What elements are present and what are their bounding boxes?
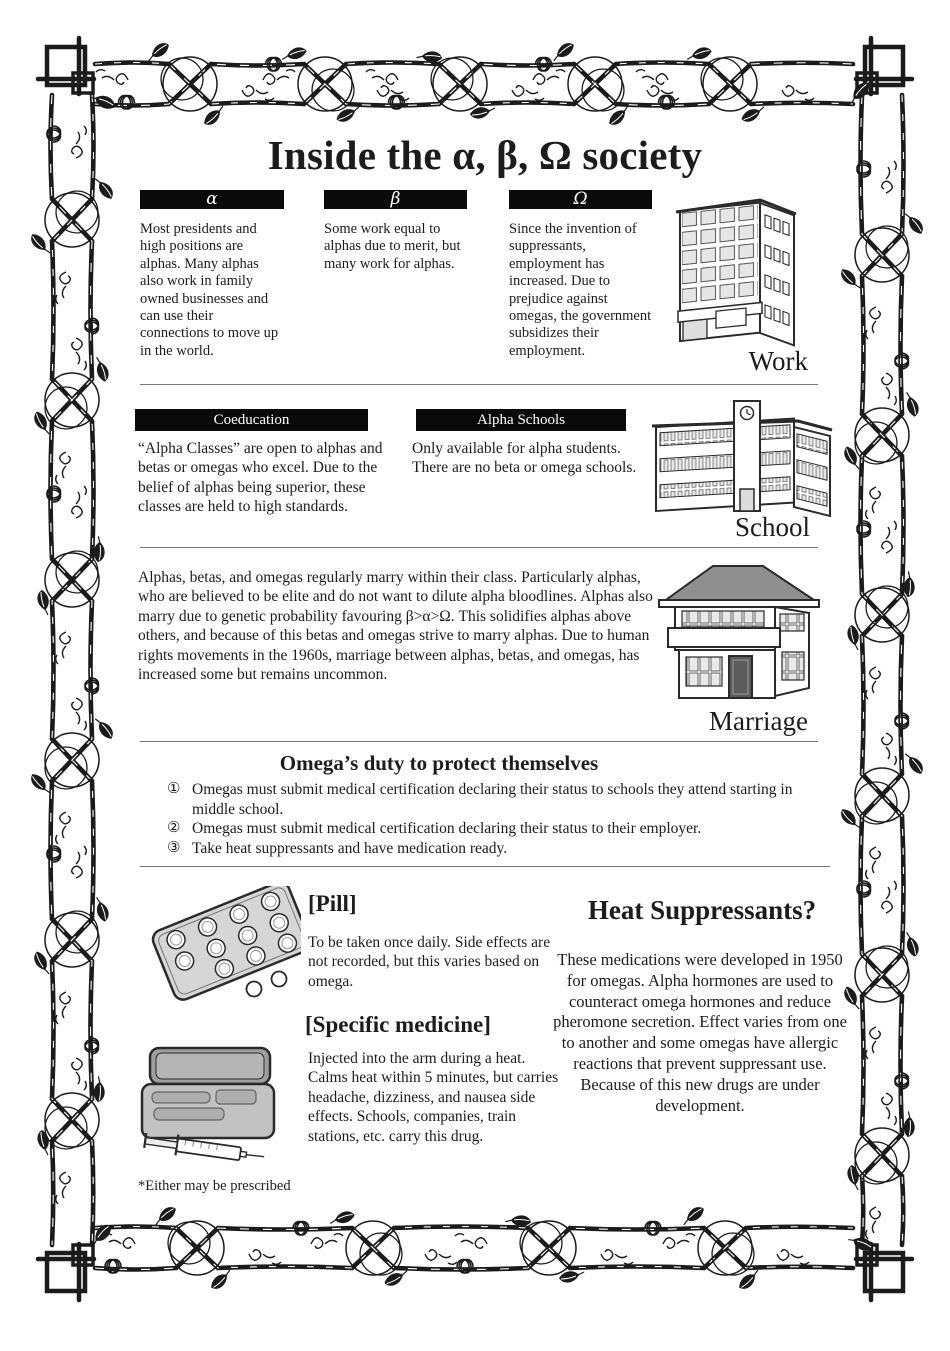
circled-number-icon: ② [167, 820, 181, 837]
work-section-label: Work [748, 346, 808, 376]
duty-item-text: Take heat suppressants and have medication ready. [192, 839, 508, 857]
school-header-alpha-schools: Alpha Schools [416, 409, 626, 431]
circled-number-icon: ③ [167, 839, 181, 856]
work-header-beta: β [324, 190, 467, 209]
duty-section-title: Omega’s duty to protect themselves [279, 751, 599, 775]
work-omega-text: Since the invention of suppressants, employment has increased. Due to prejudice against omegas, the government subsidizes their employment. [509, 221, 652, 359]
work-alpha-text: Most presidents and high positions are alphas. Many alphas also work in family owned businesses and can use their connections to move up in the world. [140, 221, 279, 359]
school-header-coeducation: Coeducation [135, 409, 368, 431]
pill-text: To be taken once daily. Side effects are not recorded, but this varies based on omega. [308, 934, 551, 990]
school-alpha-schools-text: Only available for alpha students. There are no beta or omega schools. [412, 440, 637, 477]
page-title: Inside the α, β, Ω society [267, 132, 703, 178]
office-building-icon [668, 189, 800, 347]
duty-list [167, 780, 835, 858]
house-icon [655, 560, 825, 705]
specific-medicine-text: Injected into the arm during a heat. Calms heat within 5 minutes, but carries headache, dizziness, and nausea side effects. Schools, companies, train stations, etc. carry this drug. [308, 1050, 559, 1145]
duty-list-item [167, 819, 835, 839]
heat-suppressants-heading: Heat Suppressants? [587, 895, 817, 925]
school-section-label: School [734, 512, 810, 542]
school-building-icon [648, 397, 833, 517]
specific-medicine-heading: [Specific medicine] [305, 1012, 491, 1037]
duty-item-text: Omegas must submit medical certification declaring their status to schools they attend starting in middle school. [192, 781, 793, 818]
duty-list-item [167, 780, 835, 819]
duty-item-text: Omegas must submit medical certification declaring their status to their employer. [192, 820, 702, 838]
pill-blister-pack-icon [136, 886, 301, 1014]
section-divider [140, 384, 818, 385]
work-header-omega: Ω [509, 190, 652, 209]
heat-suppressants-text: These medications were developed in 1950 for omegas. Alpha hormones are used to counteract omega hormones and reduce pheromone secretion. Effect varies from one to another and some omegas have allergic reactions that prevent suppressant use. Because of this new drugs are under development. [553, 950, 847, 1115]
school-coeducation-text: “Alpha Classes” are open to alphas and betas or omegas who excel. Due to the belief of alphas being superior, these classes are held to high standards. [138, 440, 383, 516]
marriage-text: Alphas, betas, and omegas regularly marry within their class. Particularly alphas, who are believed to be elite and do not want to dilute alpha bloodlines. Alphas also marry due to genetic probability favouring β>α>Ω. This solidifies alphas above others, and because of this betas and omegas strive to marry alphas. Due to human rights movements in the 1960s, marriage between alphas, betas, and omegas, has increased some but remains uncommon. [138, 569, 653, 684]
circled-number-icon: ① [167, 781, 181, 797]
duty-list-item [167, 839, 835, 859]
section-divider [140, 866, 830, 867]
work-header-alpha: α [140, 190, 284, 209]
work-beta-text: Some work equal to alphas due to merit, but many work for alphas. [324, 221, 461, 272]
prescription-footnote: *Either may be prescribed [138, 1178, 291, 1194]
medicine-case-syringe-icon [134, 1046, 286, 1174]
section-divider [140, 741, 818, 742]
section-divider [140, 547, 818, 548]
pill-heading: [Pill] [308, 891, 357, 916]
marriage-section-label: Marriage [709, 706, 808, 736]
